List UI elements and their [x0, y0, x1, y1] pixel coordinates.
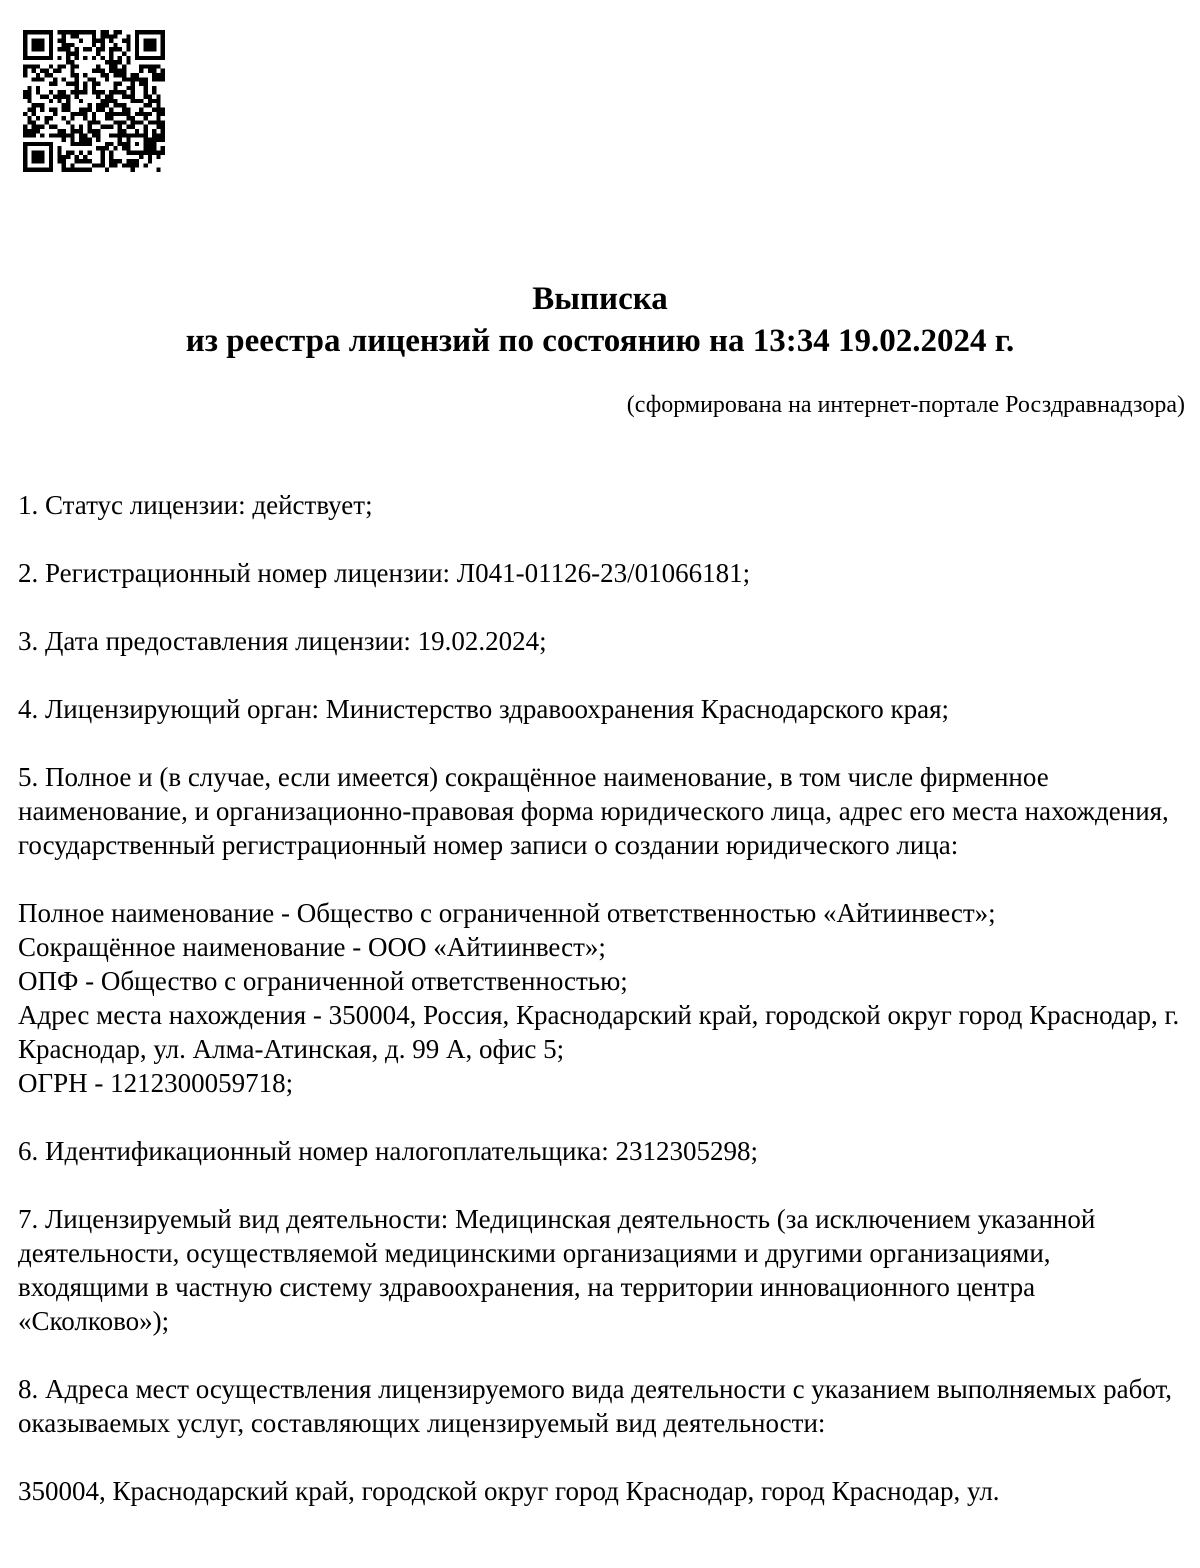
paragraph-activity-address: 350004, Краснодарский край, городской округ город Краснодар, город Краснодар, ул.	[18, 1476, 1000, 1506]
title-line-2: из реестра лицензий по состоянию на 13:34 19.02.2024 г.	[185, 323, 1015, 359]
paragraph-licensing-authority: 4. Лицензирующий орган: Министерство здравоохранения Краснодарского края;	[18, 694, 950, 724]
document-body	[0, 488, 1200, 1508]
paragraph-registration-number: 2. Регистрационный номер лицензии: Л041-01126-23/01066181;	[18, 558, 751, 588]
paragraph-activity-addresses-heading: 8. Адреса мест осуществления лицензируемого вида деятельности с указанием выполняемых работ, оказываемых услуг, составляющих лицензируемый вид деятельности:	[18, 1374, 1173, 1438]
entity-full-name: Полное наименование - Общество с ограниченной ответственностью «Айтиинвест»;	[18, 898, 996, 928]
paragraph-license-status: 1. Статус лицензии: действует;	[18, 490, 373, 520]
qr-code-icon	[23, 30, 165, 172]
document-subtitle: (сформирована на интернет-портале Росздравнадзора)	[626, 392, 1185, 418]
entity-ogrn: ОГРН - 1212300059718;	[18, 1068, 294, 1098]
paragraph-inn: 6. Идентификационный номер налогоплательщика: 2312305298;	[18, 1136, 758, 1166]
entity-legal-form: ОПФ - Общество с ограниченной ответственностью;	[18, 966, 628, 996]
paragraph-entity-info-heading: 5. Полное и (в случае, если имеется) сокращённое наименование, в том числе фирменное наименование, и организационно-правовая форма юридического лица, адрес его места нахождения, государственный регистрационный номер записи о создании юридического лица:	[18, 762, 1169, 860]
paragraph-grant-date: 3. Дата предоставления лицензии: 19.02.2024;	[18, 626, 547, 656]
entity-address: Адрес места нахождения - 350004, Россия, Краснодарский край, городской округ город Краснодар, г. Краснодар, ул. Алма-Атинская, д. 99 А, офис 5;	[18, 1000, 1180, 1064]
document-title	[0, 0, 1200, 362]
entity-short-name: Сокращённое наименование - ООО «Айтиинвест»;	[18, 932, 606, 962]
paragraph-licensed-activity: 7. Лицензируемый вид деятельности: Медицинская деятельность (за исключением указанной деятельности, осуществляемой медицинскими организациями и другими организациями, входящими в частную систему здравоохранения, на территории инновационного центра «Сколково»);	[18, 1204, 1096, 1336]
entity-details-block	[18, 896, 1185, 1100]
title-line-1: Выписка	[532, 281, 668, 317]
document-header	[0, 0, 1200, 420]
